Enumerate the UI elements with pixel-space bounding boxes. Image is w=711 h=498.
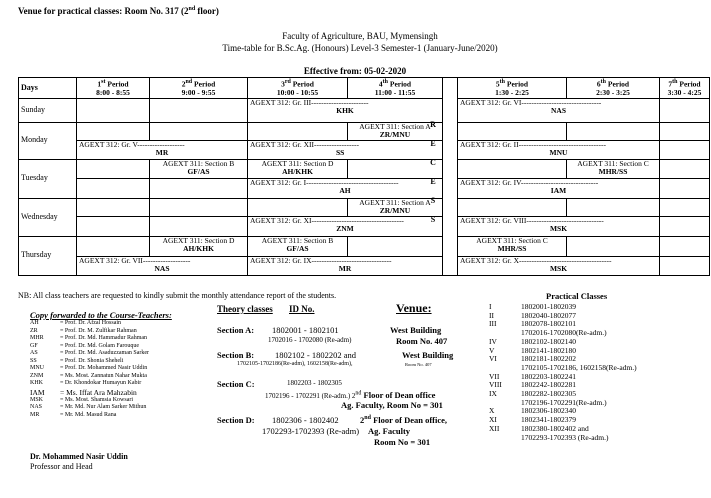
- section-b-readm: 1702105-1702186(Re-adm), 1602158(Re-adm),: [237, 361, 353, 367]
- theory-title: Theory classes: [217, 304, 273, 314]
- section-b-venue: West Building: [402, 350, 454, 360]
- section-b-label: Section B:: [217, 350, 255, 360]
- section-d-ids: 1802306 - 1802402: [272, 415, 339, 425]
- recess-letter: C: [430, 158, 436, 167]
- class-cell: AGEXT 312: Gr. X------------------------------------- MSK: [458, 256, 660, 275]
- teacher-entry: ZR = Prof. Dr. M. Zulfikar Rahman: [30, 327, 137, 334]
- recess-letter: S: [430, 215, 436, 224]
- section-c-ids: 1802203 - 1802305: [287, 379, 342, 387]
- class-cell: AGEXT 311: Section A ZR/MNU: [348, 198, 443, 216]
- practical-list: [489, 303, 637, 442]
- class-cell: AGEXT 311: Section D AH/KHK: [248, 159, 348, 178]
- recess-letter: E: [430, 139, 436, 148]
- section-c-room: Ag. Faculty, Room No = 301: [341, 400, 443, 410]
- practical-row: IX 1802282-1802305: [489, 389, 576, 399]
- class-cell: AGEXT 312: Gr. IV------------------------------- IAM: [458, 178, 660, 198]
- class-cell: AGEXT 312: Gr. VIII------------------------------- MSK: [458, 216, 660, 236]
- section-a-label: Section A:: [217, 325, 255, 335]
- day-sunday: Sunday: [19, 98, 77, 122]
- timetable-title: Time-table for B.Sc.Ag. (Honours) Level-3 Semester-1 (January-June/2020): [222, 43, 498, 53]
- effective-date: Effective from: 05-02-2020: [303, 66, 407, 76]
- teacher-entry: NAS = Mr. Md. Nur Alam Sarker Mithun: [30, 404, 147, 410]
- venue-line: Venue for practical classes: Room No. 317 (2nd floor): [18, 6, 219, 16]
- practical-row: V 1802141-1802180: [489, 345, 576, 355]
- days-header: Days: [19, 78, 77, 99]
- practical-row: II 1802040-1802077: [489, 310, 576, 320]
- practical-row: 1702196-1702291(Re-adm.): [521, 397, 607, 407]
- section-a-room: Room No. 407: [396, 336, 448, 346]
- practical-row: VII 1802203-1802241: [489, 371, 576, 381]
- section-c-label: Section C:: [217, 379, 255, 389]
- practical-row: 1702105-1702186, 1602158(Re-adm.): [521, 362, 637, 372]
- section-d-venue-2: Ag. Faculty: [368, 426, 411, 436]
- period-4-header: 4th Period 11:00 - 11:55: [348, 78, 443, 99]
- practical-row: VIII 1802242-1802281: [489, 380, 576, 390]
- section-d-label: Section D:: [217, 415, 255, 425]
- class-cell: AGEXT 311: Section A ZR/MNU: [348, 122, 443, 140]
- recess-column: [443, 78, 458, 276]
- class-cell: AGEXT 312: Gr. VI-------------------------------- NAS: [458, 98, 660, 122]
- day-thursday: Thursday: [19, 236, 77, 275]
- class-cell: AGEXT 312: Gr. XI------------------------------------- ZNM: [248, 216, 443, 236]
- signature-name: Dr. Mohammed Nasir Uddin: [30, 452, 128, 461]
- teacher-entry: SS = Prof. Dr. Shonia Sheheli: [30, 357, 124, 364]
- class-cell: AGEXT 311: Section D AH/KHK: [150, 236, 248, 256]
- section-d-venue: 2nd Floor of Dean office,: [360, 415, 448, 425]
- attendance-note: NB: All class teachers are requested to kindly submit the monthly attendance report of the students.: [18, 291, 337, 300]
- class-cell: AGEXT 311: Section C MHR/SS: [458, 236, 567, 256]
- period-5-header: 5th Period 1:30 - 2:25: [458, 78, 567, 99]
- practical-row: 1702016-1702080(Re-adm.): [521, 328, 607, 338]
- period-3-header: 3rd Period 10:00 - 10:55: [248, 78, 348, 99]
- recess-letter: E: [430, 177, 436, 186]
- practical-row: XII 1802380-1802402 and: [489, 423, 589, 433]
- day-tuesday: Tuesday: [19, 159, 77, 198]
- class-cell: AGEXT 312: Gr. II----------------------------------- MNU: [458, 140, 660, 159]
- section-c-readm: 1702196 - 1702291 (Re-adm.) 2nd Floor of Dean office: [265, 390, 436, 400]
- section-a-ids: 1802001 - 1802101: [272, 325, 339, 335]
- class-cell: AGEXT 312: Gr. V------------------- MR: [77, 140, 248, 159]
- class-cell: AGEXT 312: Gr. IX-------------------------------- MR: [248, 256, 443, 275]
- teacher-entry: MSK = Ms. Most. Shamsia Kowsari: [30, 396, 134, 403]
- teacher-entry: MHR = Prof. Dr. Md. Hammadur Rahman: [30, 335, 148, 341]
- practical-row: III 1802078-1802101: [489, 319, 576, 329]
- timetable-grid: [18, 77, 710, 276]
- recess-letter: R: [430, 120, 436, 129]
- teacher-entry: AS = Prof. Dr. Md. Asaduzzaman Sarker: [30, 350, 150, 356]
- day-monday: Monday: [19, 122, 77, 159]
- day-wednesday: Wednesday: [19, 198, 77, 236]
- period-1-header: 1st Period 8:00 - 8:55: [77, 78, 150, 99]
- class-cell: AGEXT 312: Gr. VII------------------- NAS: [77, 256, 248, 275]
- id-title: ID No.: [289, 304, 315, 314]
- practical-row: I 1802001-1802039: [489, 302, 576, 311]
- teacher-entry: KHK = Dr. Khondokar Humayun Kabir: [30, 380, 142, 386]
- practical-row: XI 1802341-1802379: [489, 415, 576, 425]
- practical-row: IV 1802102-1802140: [489, 336, 576, 346]
- faculty-title: Faculty of Agriculture, BAU, Mymensingh: [282, 31, 438, 41]
- section-d-room: Room No = 301: [374, 437, 431, 447]
- practical-row: 1702293-1702393 (Re-adm.): [521, 432, 609, 442]
- practical-row: VI 1802181-1802202: [489, 354, 576, 364]
- recess-letter: S: [430, 196, 436, 205]
- teacher-entry: IAM = Ms. Iffat Ara Mahzabin: [30, 387, 137, 397]
- teacher-entry: GF = Prof. Dr. Md. Golam Farouque: [30, 342, 140, 349]
- teacher-entry: MR = Mr. Md. Masud Rana: [30, 411, 117, 418]
- section-b-ids: 1802102 - 1802202 and: [275, 350, 356, 360]
- copy-forwarded-title: Copy forwarded to the Course-Teachers:: [30, 310, 172, 320]
- teacher-entry: AH = Prof. Dr. Afzal Hossain: [30, 320, 122, 326]
- section-a-readm: 1702016 - 1702080 (Re-adm): [268, 336, 352, 344]
- class-cell: AGEXT 311: Section B GF/AS: [248, 236, 348, 256]
- period-7-header: 7th Period 3:30 - 4:25: [660, 78, 710, 99]
- practical-row: X 1802306-1802340: [489, 406, 576, 416]
- venue-title: Venue:: [396, 301, 432, 315]
- teacher-entry: MNU = Prof. Dr. Mohammed Nasir Uddin: [30, 365, 148, 371]
- section-b-room: Room No. 407: [405, 362, 432, 367]
- period-2-header: 2nd Period 9:00 - 9:55: [150, 78, 248, 99]
- practical-title: Practical Classes: [546, 291, 608, 301]
- teacher-entry: ZNM = Ms. Most. Zannatun Nahar Mukta: [30, 372, 147, 379]
- class-cell: AGEXT 312: Gr. III----------------------- KHK: [248, 98, 443, 122]
- section-a-venue: West Building: [390, 325, 442, 335]
- class-cell: AGEXT 312: Gr. XII------------------ SS: [248, 140, 443, 159]
- class-cell: AGEXT 311: Section B GF/AS: [150, 159, 248, 178]
- class-cell: AGEXT 312: Gr. I------------------------------------- AH: [248, 178, 443, 198]
- signature-title: Professor and Head: [30, 462, 93, 471]
- section-d-readm: 1702293-1702393 (Re-adm): [262, 426, 360, 436]
- class-cell: AGEXT 311: Section C MHR/SS: [567, 159, 660, 178]
- teacher-list: [30, 320, 149, 419]
- period-6-header: 6th Period 2:30 - 3:25: [567, 78, 660, 99]
